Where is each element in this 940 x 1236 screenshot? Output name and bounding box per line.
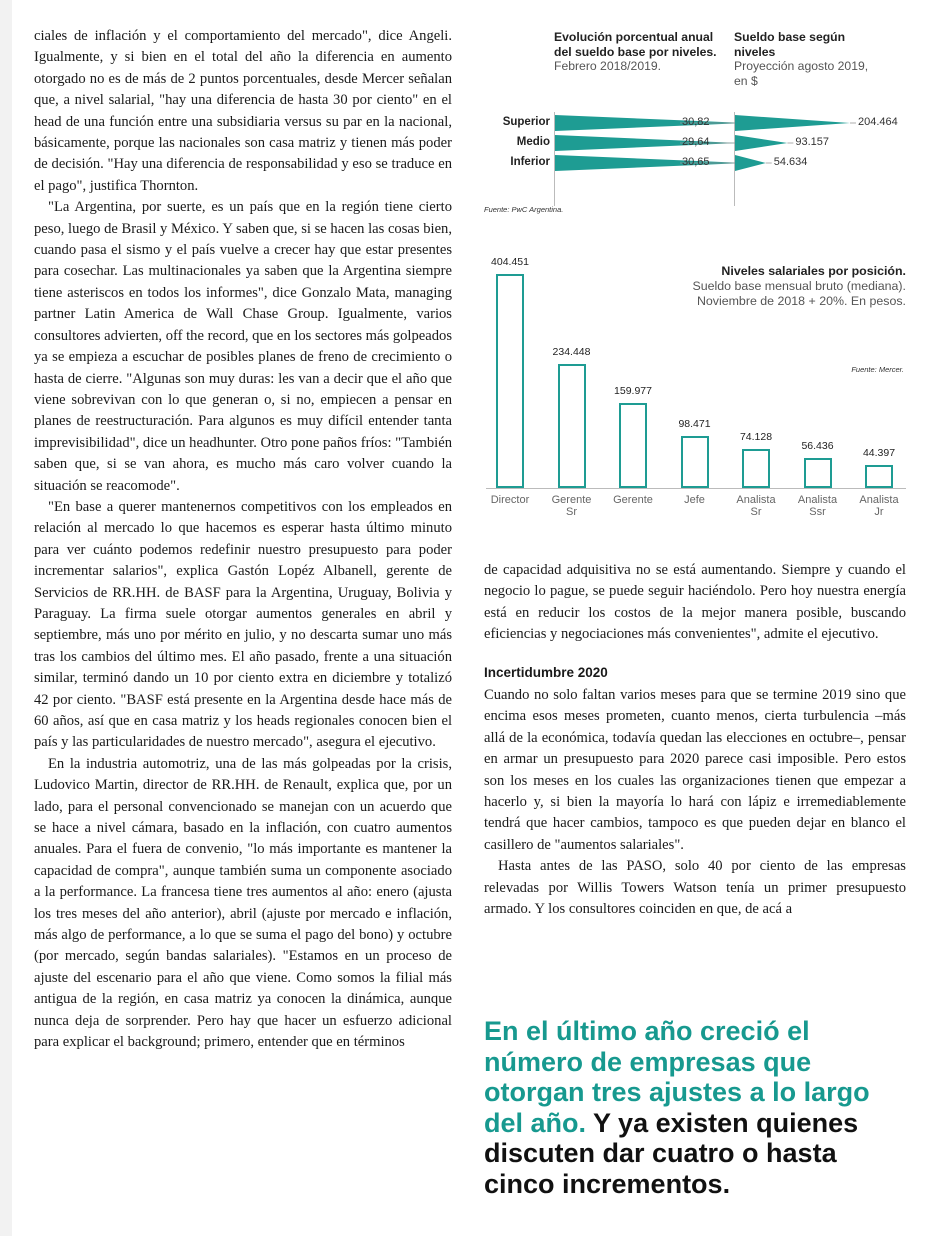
chart3-source: Fuente: Mercer. xyxy=(851,365,904,374)
bar-value-label: 74.128 xyxy=(739,430,773,443)
bar-value-label: 159.977 xyxy=(614,385,652,398)
bar-value-label: 98.471 xyxy=(678,417,711,430)
row-label-inferior: Inferior xyxy=(510,156,550,168)
tapered-bars xyxy=(470,30,910,230)
paragraph: de capacidad adquisitiva no se está aumentando. Siempre y cuando el negocio lo pague, se puede seguir haciéndolo. Pero hoy nuestra energía está en reducir los costos de la mejor manera posible, buscando eficiencias y negociaciones más convenientes", admite el ejecutivo. xyxy=(484,562,906,643)
bar-category-label: Director xyxy=(490,494,530,506)
bar-gerente xyxy=(619,403,647,488)
pull-quote-rest: Y ya existen quienes discuten dar cuatro o hasta cinco incrementos. xyxy=(484,1107,859,1199)
row-label-superior: Superior xyxy=(502,116,550,128)
paragraph: "La Argentina, por suerte, es un país que en la región tiene cierto peso, luego de Brasil y México. Y saben que, si se hacen las cosas bien, cuando pasa el sismo y el país vuelve a crecer hay que estar presentes para cosechar. Las multinacionales ya saben que la Argentina siempre tiene asteriscos en todos los informes", dice Gonzalo Mata, managing partner Latin America de Wall Chase Group. Igualmente, varios consultores advierten, off the record, que en los sectores más golpeados ya se empieza a escuchar de posibles planes de freno de crecimiento o hasta de cierre. "Algunas son muy duras: les van a decir que el año que viene sobrevivan con lo que generan o, si no, empiecen a pensar en planes de reestructuración. Para algunos es muy difícil entender tanta imprevisibilidad", dice un headhunter. Otro pone paños fríos: "También saben que, si se van ahora, es mucho más caro volver cuando la situación se reacomode". xyxy=(34,199,452,494)
bar-value-label: 44.397 xyxy=(862,446,896,459)
paragraph: "En base a querer mantenernos competitivos con los empleados en relación al mercado lo que hacemos es esperar hasta último minuto para ver cuánto podemos redefinir nuestro presupuesto para poder incrementar salarios", explica Gastón Lopéz Albanell, gerente de Servicios de RR.HH. de BASF para la Argentina, Uruguay, Bolivia y Paraguay. La firma suele otorgar aumentos generales en abril y septiembre, más uno por mérito en julio, y no descarta sumar uno más tras los cambios del último mes. El año pasado, frente a una situación similar, terminó dando un 10 por ciento extra en diciembre y totalizó 42 por ciento. "BASF está presente en la Argentina desde hace más de 60 años, así que en casa matriz y los heads regionales conocen bien el país y las particularidades de nuestro mercado", asegura el ejecutivo. xyxy=(34,498,452,751)
chart2-bar-inferior xyxy=(735,155,766,171)
section-heading: Incertidumbre 2020 xyxy=(484,664,608,680)
paragraph: Hasta antes de las PASO, solo 40 por ciento de las empresas relevadas por Willis Towers Watson tenía un primer presupuesto armado. Y los consultores coinciden en que, de acá a xyxy=(484,858,906,918)
chart3-baseline xyxy=(486,488,906,489)
page-edge xyxy=(0,0,12,1236)
chart3-title-block xyxy=(676,264,906,309)
paragraph: En la industria automotriz, una de las más golpeadas por la crisis, Ludovico Martin, director de RR.HH. de Renault, explica que, por un lado, para el personal convencionado se manejan con un acuerdo que se hace a nivel cámara, basado en la inflación, con cuatro aumentos anuales. Para el fuera de convenio, "lo más importante es mantener la capacidad de compra", aunque también suma un componente asociado a la performance. La francesa tiene tres aumentos al año: enero (ajusta los tres meses del año anterior), abril (ajuste por mercado e inflación, más algo de performance, a lo que se suma el pago del bono) y octubre (por mercado, según bandas salariales). "Estamos en un proceso de ajuste del escenario para el año que viene. Como somos la filial más antigua de la región, en casa matriz ya conocen la dinámica, aunque nunca deja de sorprender. Pero hay que hacer un esfuerzo adicional para explicar el background; primero, entender que en términos xyxy=(34,755,452,1051)
article-left-column xyxy=(34,26,452,1054)
chart2-value-inferior: 54.634 xyxy=(773,156,808,168)
bar-value-label: 56.436 xyxy=(801,440,834,453)
salary-levels-bar-chart xyxy=(480,240,910,540)
pull-quote-highlight: En el último año creció el número de empresas que otorgan tres ajustes a lo largo del año. xyxy=(484,1016,870,1138)
chart2-bar-superior xyxy=(735,115,850,131)
chart2-title: Sueldo base según niveles xyxy=(734,30,846,59)
chart1-subtitle: Febrero 2018/2019. xyxy=(554,59,662,73)
chart1-title: Evolución porcentual anual del sueldo base por niveles. xyxy=(554,30,717,59)
article-right-column xyxy=(484,560,906,921)
bar-gerente-sr xyxy=(558,364,586,488)
chart1-value-inferior: 30,65 xyxy=(682,156,710,168)
bar-category-label: Analista Ssr xyxy=(797,494,838,518)
bar-category-label: Jefe xyxy=(684,494,705,506)
bar-jefe xyxy=(681,436,709,488)
paragraph: ciales de inflación y el comportamiento del mercado", dice Angeli. Igualmente, y si bien en el total del año la diferencia en aumento otorgado no es de más de 2 puntos porcentuales, desde Mercer señalan que, a nivel salarial, "hay una diferencia de hasta 30 por ciento" en el head de una función entre una subsidiaria versus su par en la nacional, básicamente, porque las nacionales son casa matriz y tienen más poder de decisión. "Hay una diferencia de responsabilidad y eso se traduce en el pago", justifica Thornton. xyxy=(34,28,452,194)
chart1-value-superior: 30,82 xyxy=(682,116,710,128)
paragraph: Cuando no solo faltan varios meses para que se termine 2019 sino que encima esos meses prometen, cuanto menos, cierta turbulencia –más allá de la económica, todavía quedan las elecciones en octubre–, pensar en armar un presupuesto para 2020 parece casi imposible. Pero estos son los meses en los cuales las organizaciones tienen que empezar a hacerlo y, si bien la mayoría lo hará con lápiz e irremediablemente tendrá que hacer cambios, tampoco es que pueden dejar en blanco el casillero de "aumentos salariales". xyxy=(484,687,906,853)
chart2-value-superior: 204.464 xyxy=(858,116,898,128)
bar-analista-jr xyxy=(865,465,893,488)
bar-analista-ssr xyxy=(804,458,832,488)
pull-quote xyxy=(484,1016,904,1199)
bar-category-label: Analista Jr xyxy=(859,494,899,518)
chart1-value-medio: 29,64 xyxy=(682,136,710,148)
bar-value-label: 404.451 xyxy=(491,256,529,268)
bar-category-label: Gerente xyxy=(613,494,653,506)
chart2-value-medio: 93.157 xyxy=(795,136,830,148)
row-label-medio: Medio xyxy=(516,136,550,148)
salary-evolution-infographic xyxy=(470,30,910,230)
chart2-bar-medio xyxy=(735,135,787,151)
chart2-subtitle: Proyección agosto 2019, en $ xyxy=(734,59,869,88)
chart3-title: Niveles salariales por posición. xyxy=(721,264,906,278)
bar-analista-sr xyxy=(742,449,770,488)
bar-director xyxy=(496,274,524,488)
bar-value-label: 234.448 xyxy=(552,345,591,358)
bar-category-label: Gerente Sr xyxy=(551,494,592,518)
chart3-subtitle: Sueldo base mensual bruto (mediana). Noviembre de 2018 + 20%. En pesos. xyxy=(692,279,906,308)
bar-category-label: Analista Sr xyxy=(736,494,776,518)
chart1-source: Fuente: PwC Argentina. xyxy=(484,205,564,214)
